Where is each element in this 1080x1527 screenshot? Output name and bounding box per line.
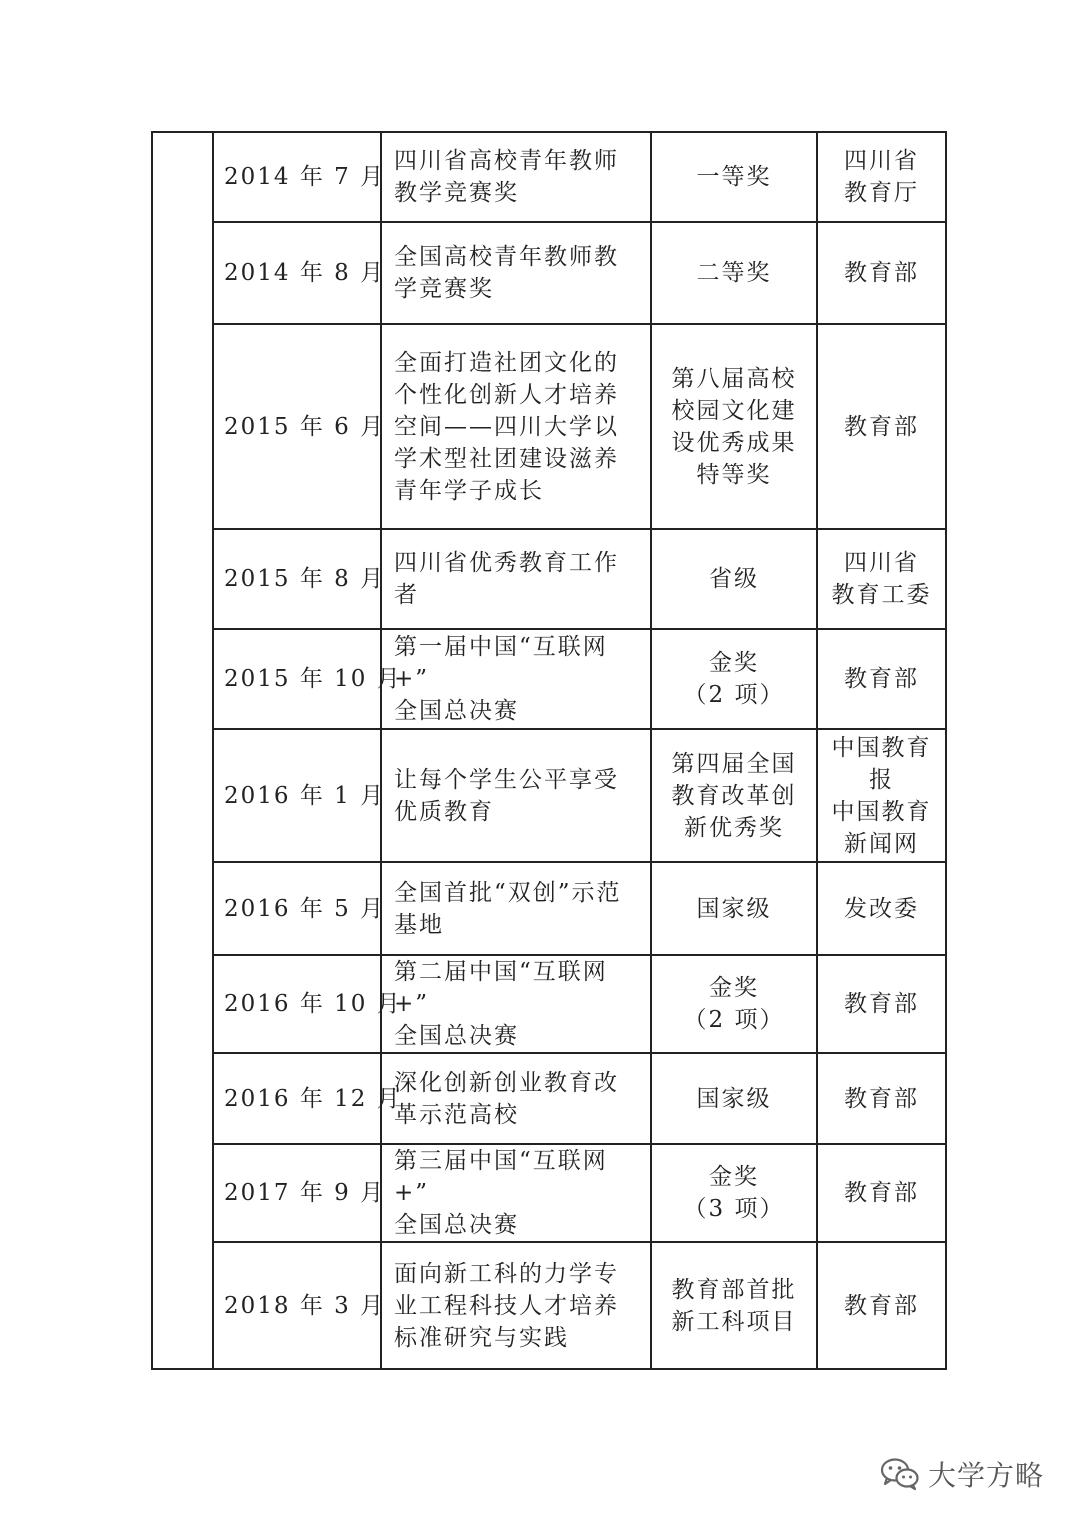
award-title-cell: 让每个学生公平享受 优质教育 [381,729,651,862]
table-row [152,529,946,629]
award-title-cell: 全面打造社团文化的 个性化创新人才培养 空间——四川大学以 学术型社团建设滋养 青年学子成长 [381,324,651,529]
issuer-cell: 教育部 [817,1242,946,1369]
issuer-cell: 中国教育报 中国教育 新闻网 [817,729,946,862]
award-level-cell: 第四届全国 教育改革创 新优秀奖 [651,729,817,862]
award-level-cell: 省级 [651,529,817,629]
award-title-cell: 深化创新创业教育改 革示范高校 [381,1053,651,1144]
table-row [152,862,946,955]
award-title-cell: 面向新工科的力学专 业工程科技人才培养 标准研究与实践 [381,1242,651,1369]
date-cell: 2014 年 7 月 [213,132,381,222]
date-cell: 2017 年 9 月 [213,1144,381,1242]
table-row [152,1144,946,1242]
award-level-cell: 金奖 （2 项） [651,629,817,729]
award-title-cell: 全国高校青年教师教 学竞赛奖 [381,222,651,324]
wechat-icon [880,1457,920,1491]
date-cell: 2015 年 8 月 [213,529,381,629]
award-level-cell: 第八届高校 校园文化建 设优秀成果 特等奖 [651,324,817,529]
date-cell: 2018 年 3 月 [213,1242,381,1369]
date-cell: 2016 年 1 月 [213,729,381,862]
issuer-cell: 教育部 [817,222,946,324]
issuer-cell: 教育部 [817,1144,946,1242]
award-level-cell: 二等奖 [651,222,817,324]
table-row [152,222,946,324]
date-cell: 2016 年 12 月 [213,1053,381,1144]
table-row [152,132,946,222]
issuer-cell: 发改委 [817,862,946,955]
awards-table [151,131,947,1370]
award-level-cell: 国家级 [651,862,817,955]
award-title-cell: 全国首批“双创”示范 基地 [381,862,651,955]
award-level-cell: 国家级 [651,1053,817,1144]
table-row [152,729,946,862]
table-row [152,955,946,1053]
table-row [152,629,946,729]
issuer-cell: 四川省 教育厅 [817,132,946,222]
award-level-cell: 金奖 （2 项） [651,955,817,1053]
date-cell: 2014 年 8 月 [213,222,381,324]
table-row [152,1242,946,1369]
issuer-cell: 教育部 [817,955,946,1053]
award-level-cell: 金奖 （3 项） [651,1144,817,1242]
date-cell: 2015 年 6 月 [213,324,381,529]
award-title-cell: 四川省高校青年教师 教学竞赛奖 [381,132,651,222]
award-title-cell: 第二届中国“互联网+” 全国总决赛 [381,955,651,1053]
table-row [152,324,946,529]
date-cell: 2016 年 10 月 [213,955,381,1053]
table-row [152,1053,946,1144]
issuer-cell: 教育部 [817,324,946,529]
category-cell [152,132,213,1369]
issuer-cell: 教育部 [817,1053,946,1144]
issuer-cell: 教育部 [817,629,946,729]
date-cell: 2016 年 5 月 [213,862,381,955]
award-level-cell: 教育部首批 新工科项目 [651,1242,817,1369]
watermark-text: 大学方略 [927,1459,1044,1492]
date-cell: 2015 年 10 月 [213,629,381,729]
award-title-cell: 第三届中国“互联网+” 全国总决赛 [381,1144,651,1242]
award-title-cell: 四川省优秀教育工作者 [381,529,651,629]
award-level-cell: 一等奖 [651,132,817,222]
watermark [880,1454,1044,1494]
issuer-cell: 四川省 教育工委 [817,529,946,629]
award-title-cell: 第一届中国“互联网+” 全国总决赛 [381,629,651,729]
